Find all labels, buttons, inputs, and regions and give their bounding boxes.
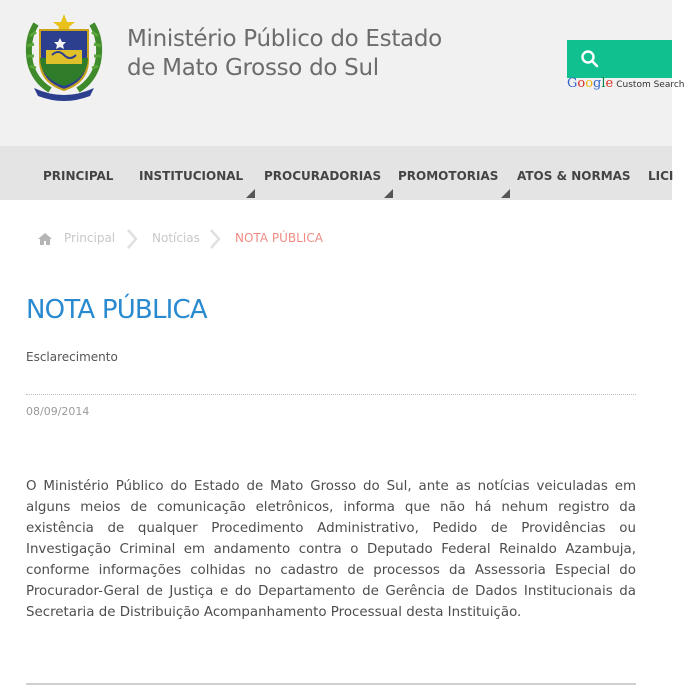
nav-label: LICI <box>648 169 674 183</box>
google-custom-search-logo <box>567 76 685 91</box>
divider <box>26 394 636 395</box>
nav-item-procuradorias[interactable] <box>264 146 381 200</box>
submenu-indicator-icon <box>246 189 255 198</box>
article-body: O Ministério Público do Estado de Mato Grosso do Sul, ante as notícias veiculadas em alguns meios de comunicação eletrônicos, informa que não há nehum registro da existência de qualquer Procedimento Administrativo, Pedido de Providências ou Investigação Criminal em andamento contra o Deputado Federal Reinaldo Azambuja, conforme informações colhidas no cadastro de processos da Assessoria Especial do Procurador-Geral de Justiça e do Departamento de Gerência de Dados Institucionais da Secretaria de Distribuição Acompanhamento Processual desta Instituição. <box>26 479 636 620</box>
nav-item-licitacoes[interactable] <box>648 146 673 200</box>
search-button[interactable] <box>567 40 672 78</box>
custom-search-label: Custom Search <box>616 80 685 90</box>
site-title-line2: de Mato Grosso do Sul <box>127 55 379 81</box>
nav-label: INSTITUCIONAL <box>139 169 244 183</box>
nav-item-institucional[interactable] <box>139 146 243 200</box>
nav-label: ATOS & NORMAS <box>517 169 631 183</box>
article-subtitle: Esclarecimento <box>26 350 118 364</box>
page-title: NOTA PÚBLICA <box>26 295 207 325</box>
submenu-indicator-icon <box>384 189 393 198</box>
breadcrumb-noticias[interactable]: Notícias <box>152 231 200 245</box>
site-title[interactable] <box>127 25 442 83</box>
site-title-line1: Ministério Público do Estado <box>127 26 442 52</box>
submenu-indicator-icon <box>501 189 510 198</box>
main-nav <box>0 146 672 200</box>
nav-label: PROMOTORIAS <box>398 169 499 183</box>
article-date: 08/09/2014 <box>26 405 90 418</box>
coat-of-arms-icon[interactable] <box>24 10 104 102</box>
home-icon[interactable] <box>37 232 53 246</box>
breadcrumb-principal[interactable]: Principal <box>64 231 116 245</box>
chevron-right-icon <box>126 229 138 249</box>
chevron-right-icon <box>209 229 221 249</box>
nav-item-atos-normas[interactable] <box>517 146 631 200</box>
google-wordmark: Google <box>567 76 614 91</box>
nav-item-principal[interactable] <box>43 146 113 200</box>
breadcrumb-current: NOTA PÚBLICA <box>235 231 323 245</box>
site-header <box>0 0 685 146</box>
nav-label: PRINCIPAL <box>43 169 114 183</box>
divider <box>26 683 636 685</box>
nav-item-promotorias[interactable] <box>398 146 498 200</box>
search-icon <box>580 49 600 69</box>
nav-label: PROCURADORIAS <box>264 169 382 183</box>
